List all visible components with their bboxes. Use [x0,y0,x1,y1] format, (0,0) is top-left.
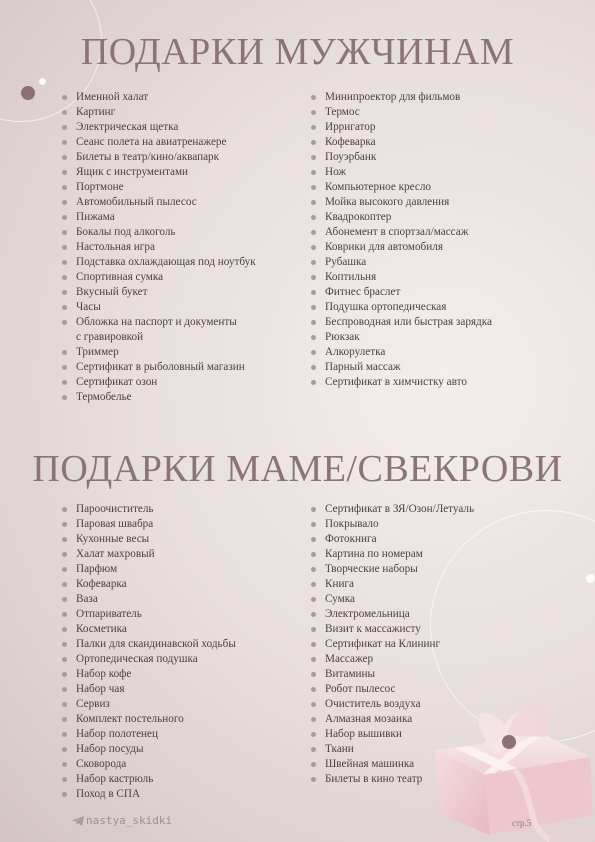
list-item: Парфюм [62,562,236,577]
list-item: Нож [311,165,492,180]
list-item: Очиститель воздуха [311,697,474,712]
list-item: Часы [62,300,256,315]
list-item: Спортивная сумка [62,270,256,285]
list-item: Палки для скандинавской ходьбы [62,637,236,652]
list-item: Сервиз [62,697,236,712]
list-item: Мойка высокого давления [311,195,492,210]
list-item: Комплект постельного [62,712,236,727]
list-item-continuation: с гравировкой [76,331,144,343]
list-item: Халат махровый [62,547,236,562]
list-item: Кофеварка [62,577,236,592]
list-item: Ортопедическая подушка [62,652,236,667]
list-item: Набор кофе [62,667,236,682]
list-item: Набор полотенец [62,727,236,742]
list-item: Термос [311,105,492,120]
list-item: Сумка [311,592,474,607]
list-item: Картина по номерам [311,547,474,562]
list-item: Пижама [62,210,256,225]
list-item: Набор вышивки [311,727,474,742]
list-item: Бокалы под алкоголь [62,225,256,240]
list-item: Косметика [62,622,236,637]
list-item: Отпариватель [62,607,236,622]
list-item: Автомобильный пылесос [62,195,256,210]
list-item: Коптильня [311,270,492,285]
list-item: Квадрокоптер [311,210,492,225]
list-item: Кофеварка [311,135,492,150]
list-item: Ящик с инструментами [62,165,256,180]
list-item: Электрическая щетка [62,120,256,135]
list-item: Именной халат [62,90,256,105]
list-item: Сертификат в химчистку авто [311,375,492,390]
mom-gift-list-right [311,502,474,787]
list-item: Ирригатор [311,120,492,135]
list-item: Книга [311,577,474,592]
list-item: Билеты в театр/кино/аквапарк [62,150,256,165]
list-item: Набор чая [62,682,236,697]
list-item: Парный массаж [311,360,492,375]
list-item: Швейная машинка [311,757,474,772]
list-item: Покрывало [311,517,474,532]
list-item: Поход в СПА [62,787,236,802]
list-item: Коврики для автомобиля [311,240,492,255]
decorative-dot-top-left-light [39,78,46,85]
list-item: Подставка охлаждающая под ноутбук [62,255,256,270]
men-section-title: ПОДАРКИ МУЖЧИНАМ [80,31,515,73]
list-item: Алкорулетка [311,345,492,360]
list-item: Творческие наборы [311,562,474,577]
list-item: Сертификат на Клининг [311,637,474,652]
list-item: Беспроводная или быстрая зарядка [311,315,492,330]
list-item: Сертификат в рыболовный магазин [62,360,256,375]
list-item: Сертификат в ЗЯ/Озон/Летуаль [311,502,474,517]
list-item: Сертификат озон [62,375,256,390]
men-gift-list-right [311,90,492,390]
list-item: Термобелье [62,390,256,405]
decorative-dot-gift [502,735,516,749]
list-item: Кухонные весы [62,532,236,547]
list-item: Сковорода [62,757,236,772]
list-item: Набор кастрюль [62,772,236,787]
list-item: Компьютерное кресло [311,180,492,195]
list-item: Набор посуды [62,742,236,757]
list-item: Подушка ортопедическая [311,300,492,315]
telegram-icon [72,816,84,826]
list-item: Рубашка [311,255,492,270]
footer-handle-text: nastya_skidki [86,814,173,827]
list-item: Фотокнига [311,532,474,547]
list-item: Абонемент в спортзал/массаж [311,225,492,240]
list-item: Визит к массажисту [311,622,474,637]
list-item: Алмазная мозаика [311,712,474,727]
list-item: Робот пылесос [311,682,474,697]
list-item: Портмоне [62,180,256,195]
list-item: Ткани [311,742,474,757]
list-item: Электромельница [311,607,474,622]
list-item: Минипроектор для фильмов [311,90,492,105]
mom-gift-list-left [62,502,236,802]
list-item: Поуэрбанк [311,150,492,165]
list-item: Паровая швабра [62,517,236,532]
footer-handle [86,814,172,827]
list-item: Обложка на паспорт и документы [62,315,256,330]
list-item: Массажер [311,652,474,667]
men-gift-list-left [62,90,256,405]
list-item: Настольная игра [62,240,256,255]
list-item: Вкусный букет [62,285,256,300]
list-item: Витамины [311,667,474,682]
list-item: Фитнес браслет [311,285,492,300]
list-item: Сеанс полета на авиатренажере [62,135,256,150]
list-item: Ваза [62,592,236,607]
list-item: Рюкзак [311,330,492,345]
page-number: стр.5 [512,818,532,828]
list-item: Картинг [62,105,256,120]
mom-section-title: ПОДАРКИ МАМЕ/СВЕКРОВИ [32,448,563,490]
decorative-dot-right [586,574,595,583]
list-item: Триммер [62,345,256,360]
list-item: Пароочиститель [62,502,236,517]
decorative-dot-top-left [21,86,35,100]
list-item: Билеты в кино театр [311,772,474,787]
